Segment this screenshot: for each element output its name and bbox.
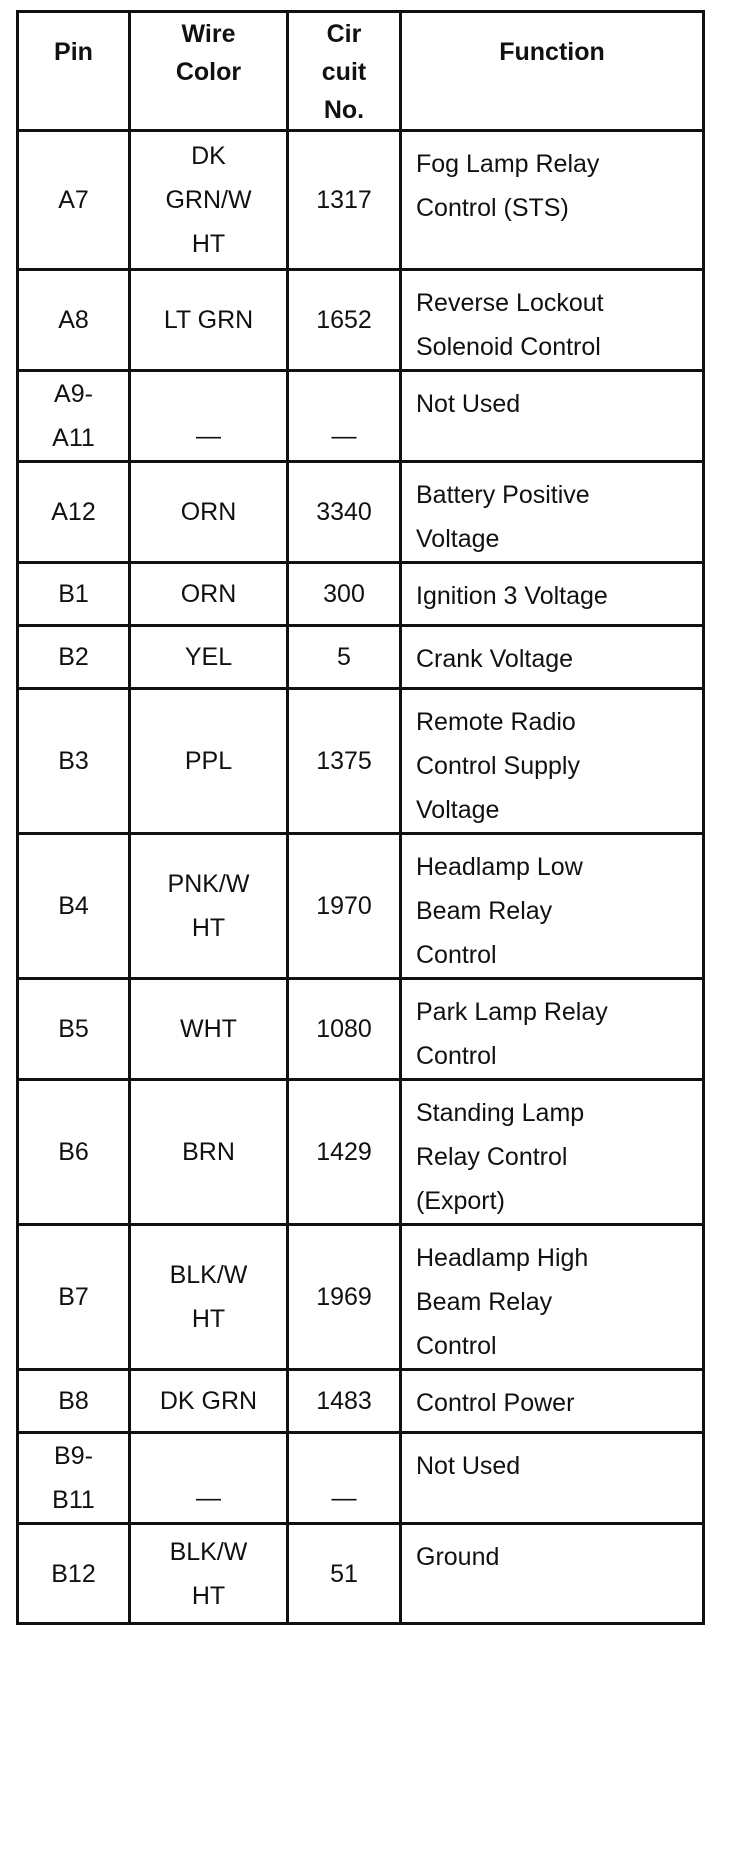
wire-color-cell-line: — [196,422,221,450]
circuit-cell [288,131,401,270]
pin-cell-line: B11 [52,1486,95,1514]
wire-color-cell [130,1080,288,1225]
wire-color-cell-line: BLK/W [169,1537,248,1566]
header-function-label: Function [499,38,605,66]
pin-cell-line: B5 [58,1015,89,1043]
circuit-cell [288,689,401,834]
function-cell [401,371,704,462]
circuit-cell-line: 1483 [316,1387,372,1415]
function-cell-line: Ground [416,1543,500,1571]
pin-cell [18,1225,130,1370]
header-circuit-line-1: Cir [326,20,362,48]
pin-cell-line: B12 [51,1559,96,1588]
wire-color-cell-line: HT [191,1581,226,1610]
function-cell [401,689,704,834]
function-cell [401,834,704,979]
function-cell-line: Ignition 3 Voltage [416,582,608,610]
pin-cell [18,1080,130,1225]
wire-color-cell-line: HT [191,914,226,942]
circuit-cell-line: 1970 [316,892,372,920]
circuit-cell-line: 3340 [316,498,372,526]
header-row [18,12,704,131]
function-cell-line: Crank Voltage [416,645,574,673]
function-cell-line: Control (STS) [416,194,569,222]
pin-cell [18,371,130,462]
circuit-cell [288,462,401,563]
pin-cell-line: B6 [58,1138,89,1166]
pin-cell [18,626,130,689]
function-cell-line: Headlamp Low [416,853,583,881]
wire-color-cell-line: PNK/W [167,870,250,898]
function-cell-line: Solenoid Control [416,333,601,361]
circuit-cell [288,626,401,689]
pin-cell-line: B7 [58,1283,89,1311]
pin-cell-line: B8 [58,1387,89,1415]
table-row [18,371,704,462]
wire-color-cell-line: PPL [184,747,233,775]
circuit-cell [288,1370,401,1433]
table-row [18,1225,704,1370]
circuit-cell [288,563,401,626]
wire-color-cell [130,689,288,834]
wire-color-cell-line: HT [191,230,226,258]
header-function [401,12,704,131]
function-cell-line: Standing Lamp [416,1099,585,1127]
pin-cell [18,131,130,270]
function-cell [401,1225,704,1370]
wire-color-cell-line: HT [191,1305,226,1333]
pinout-table [16,10,705,1625]
function-cell-line: Beam Relay [416,1288,553,1316]
pin-cell-line: A11 [52,424,95,452]
header-circuit-line-3: No. [323,96,365,124]
function-cell [401,131,704,270]
wire-color-cell-line: YEL [184,643,233,671]
pin-cell-line: B3 [58,747,89,775]
wire-color-cell [130,979,288,1080]
circuit-cell-line: 1429 [316,1138,372,1166]
pin-cell-line: A8 [58,306,89,334]
pin-cell-line: A7 [58,186,89,214]
wire-color-cell-line: DK GRN [159,1387,258,1415]
circuit-cell-line: 1375 [316,747,372,775]
function-cell [401,626,704,689]
function-cell-line: Fog Lamp Relay [416,150,600,178]
function-cell-line: Control [416,1042,497,1070]
wire-color-cell [130,1524,288,1624]
circuit-cell-line: 1652 [316,306,372,334]
table-row [18,462,704,563]
wire-color-cell [130,1370,288,1433]
function-cell [401,1370,704,1433]
header-wire-line-1: Wire [181,20,236,48]
function-cell-line: Not Used [416,390,521,418]
wire-color-cell-line: ORN [180,498,237,526]
function-cell-line: Not Used [416,1452,521,1480]
table-row [18,270,704,371]
pin-cell [18,1370,130,1433]
header-wire-color [130,12,288,131]
table-row [18,834,704,979]
function-cell-line: Control Supply [416,752,580,780]
wire-color-cell-line: DK [191,142,226,170]
function-cell-line: Relay Control [416,1143,568,1171]
circuit-cell [288,834,401,979]
table-row [18,689,704,834]
header-pin [18,12,130,131]
function-cell-line: Control [416,1332,497,1360]
circuit-cell-line: 51 [330,1559,358,1588]
function-cell-line: Park Lamp Relay [416,998,608,1026]
wire-color-cell-line: ORN [180,580,237,608]
wire-color-cell [130,1225,288,1370]
table-row [18,1370,704,1433]
circuit-cell-line: — [331,1484,357,1512]
function-cell [401,1080,704,1225]
function-cell-line: Battery Positive [416,481,590,509]
wire-color-cell [130,563,288,626]
function-cell-line: Headlamp High [416,1244,589,1272]
header-circuit-line-2: cuit [321,58,367,86]
wire-color-cell [130,834,288,979]
circuit-cell [288,371,401,462]
function-cell [401,462,704,563]
wire-color-cell [130,626,288,689]
pin-cell-line: B2 [58,643,89,671]
circuit-cell-line: 300 [323,580,365,608]
circuit-cell [288,270,401,371]
circuit-cell-line: 1317 [316,186,372,214]
circuit-cell-line: 1080 [316,1015,372,1043]
circuit-cell [288,979,401,1080]
pin-cell-line: A12 [51,498,96,526]
wire-color-cell-line: WHT [180,1015,237,1043]
pin-cell [18,462,130,563]
function-cell-line: Control [416,941,497,969]
wire-color-cell [130,371,288,462]
circuit-cell [288,1433,401,1524]
pin-cell-line: B4 [58,892,89,920]
circuit-cell [288,1080,401,1225]
function-cell [401,270,704,371]
header-pin-label: Pin [54,38,93,66]
circuit-cell-line: — [331,422,357,450]
function-cell-line: Remote Radio [416,708,576,736]
function-cell [401,563,704,626]
function-cell-line: Voltage [416,525,500,553]
table-header [18,12,704,131]
table-body [18,131,704,1624]
table-row [18,626,704,689]
pin-cell [18,979,130,1080]
pin-cell [18,834,130,979]
function-cell [401,1433,704,1524]
pin-cell [18,1524,130,1624]
table-row [18,1524,704,1624]
pin-cell [18,689,130,834]
header-wire-line-2: Color [175,58,242,86]
table-row [18,563,704,626]
wire-color-cell-line: BRN [182,1138,235,1166]
header-circuit-no [288,12,401,131]
function-cell-line: Control Power [416,1389,575,1417]
table-row [18,979,704,1080]
circuit-cell [288,1225,401,1370]
wire-color-cell [130,270,288,371]
pin-cell [18,563,130,626]
table-row [18,131,704,270]
wire-color-cell [130,131,288,270]
function-cell [401,1524,704,1624]
table-row [18,1433,704,1524]
function-cell-line: Beam Relay [416,897,553,925]
wire-color-cell [130,462,288,563]
wire-color-cell-line: BLK/W [169,1261,248,1289]
function-cell-line: (Export) [416,1187,505,1215]
function-cell [401,979,704,1080]
circuit-cell-line: 5 [337,643,351,671]
function-cell-line: Reverse Lockout [416,289,604,317]
pin-cell [18,270,130,371]
wire-color-cell-line: LT GRN [163,306,254,334]
wire-color-cell [130,1433,288,1524]
wire-color-cell-line: — [196,1484,221,1512]
pin-cell [18,1433,130,1524]
circuit-cell-line: 1969 [316,1283,372,1311]
wire-color-cell-line: GRN/W [165,186,252,214]
pin-cell-line: B9- [54,1442,93,1470]
function-cell-line: Voltage [416,796,500,824]
pin-cell-line: A9- [54,380,93,408]
table-row [18,1080,704,1225]
circuit-cell [288,1524,401,1624]
pin-cell-line: B1 [58,580,89,608]
